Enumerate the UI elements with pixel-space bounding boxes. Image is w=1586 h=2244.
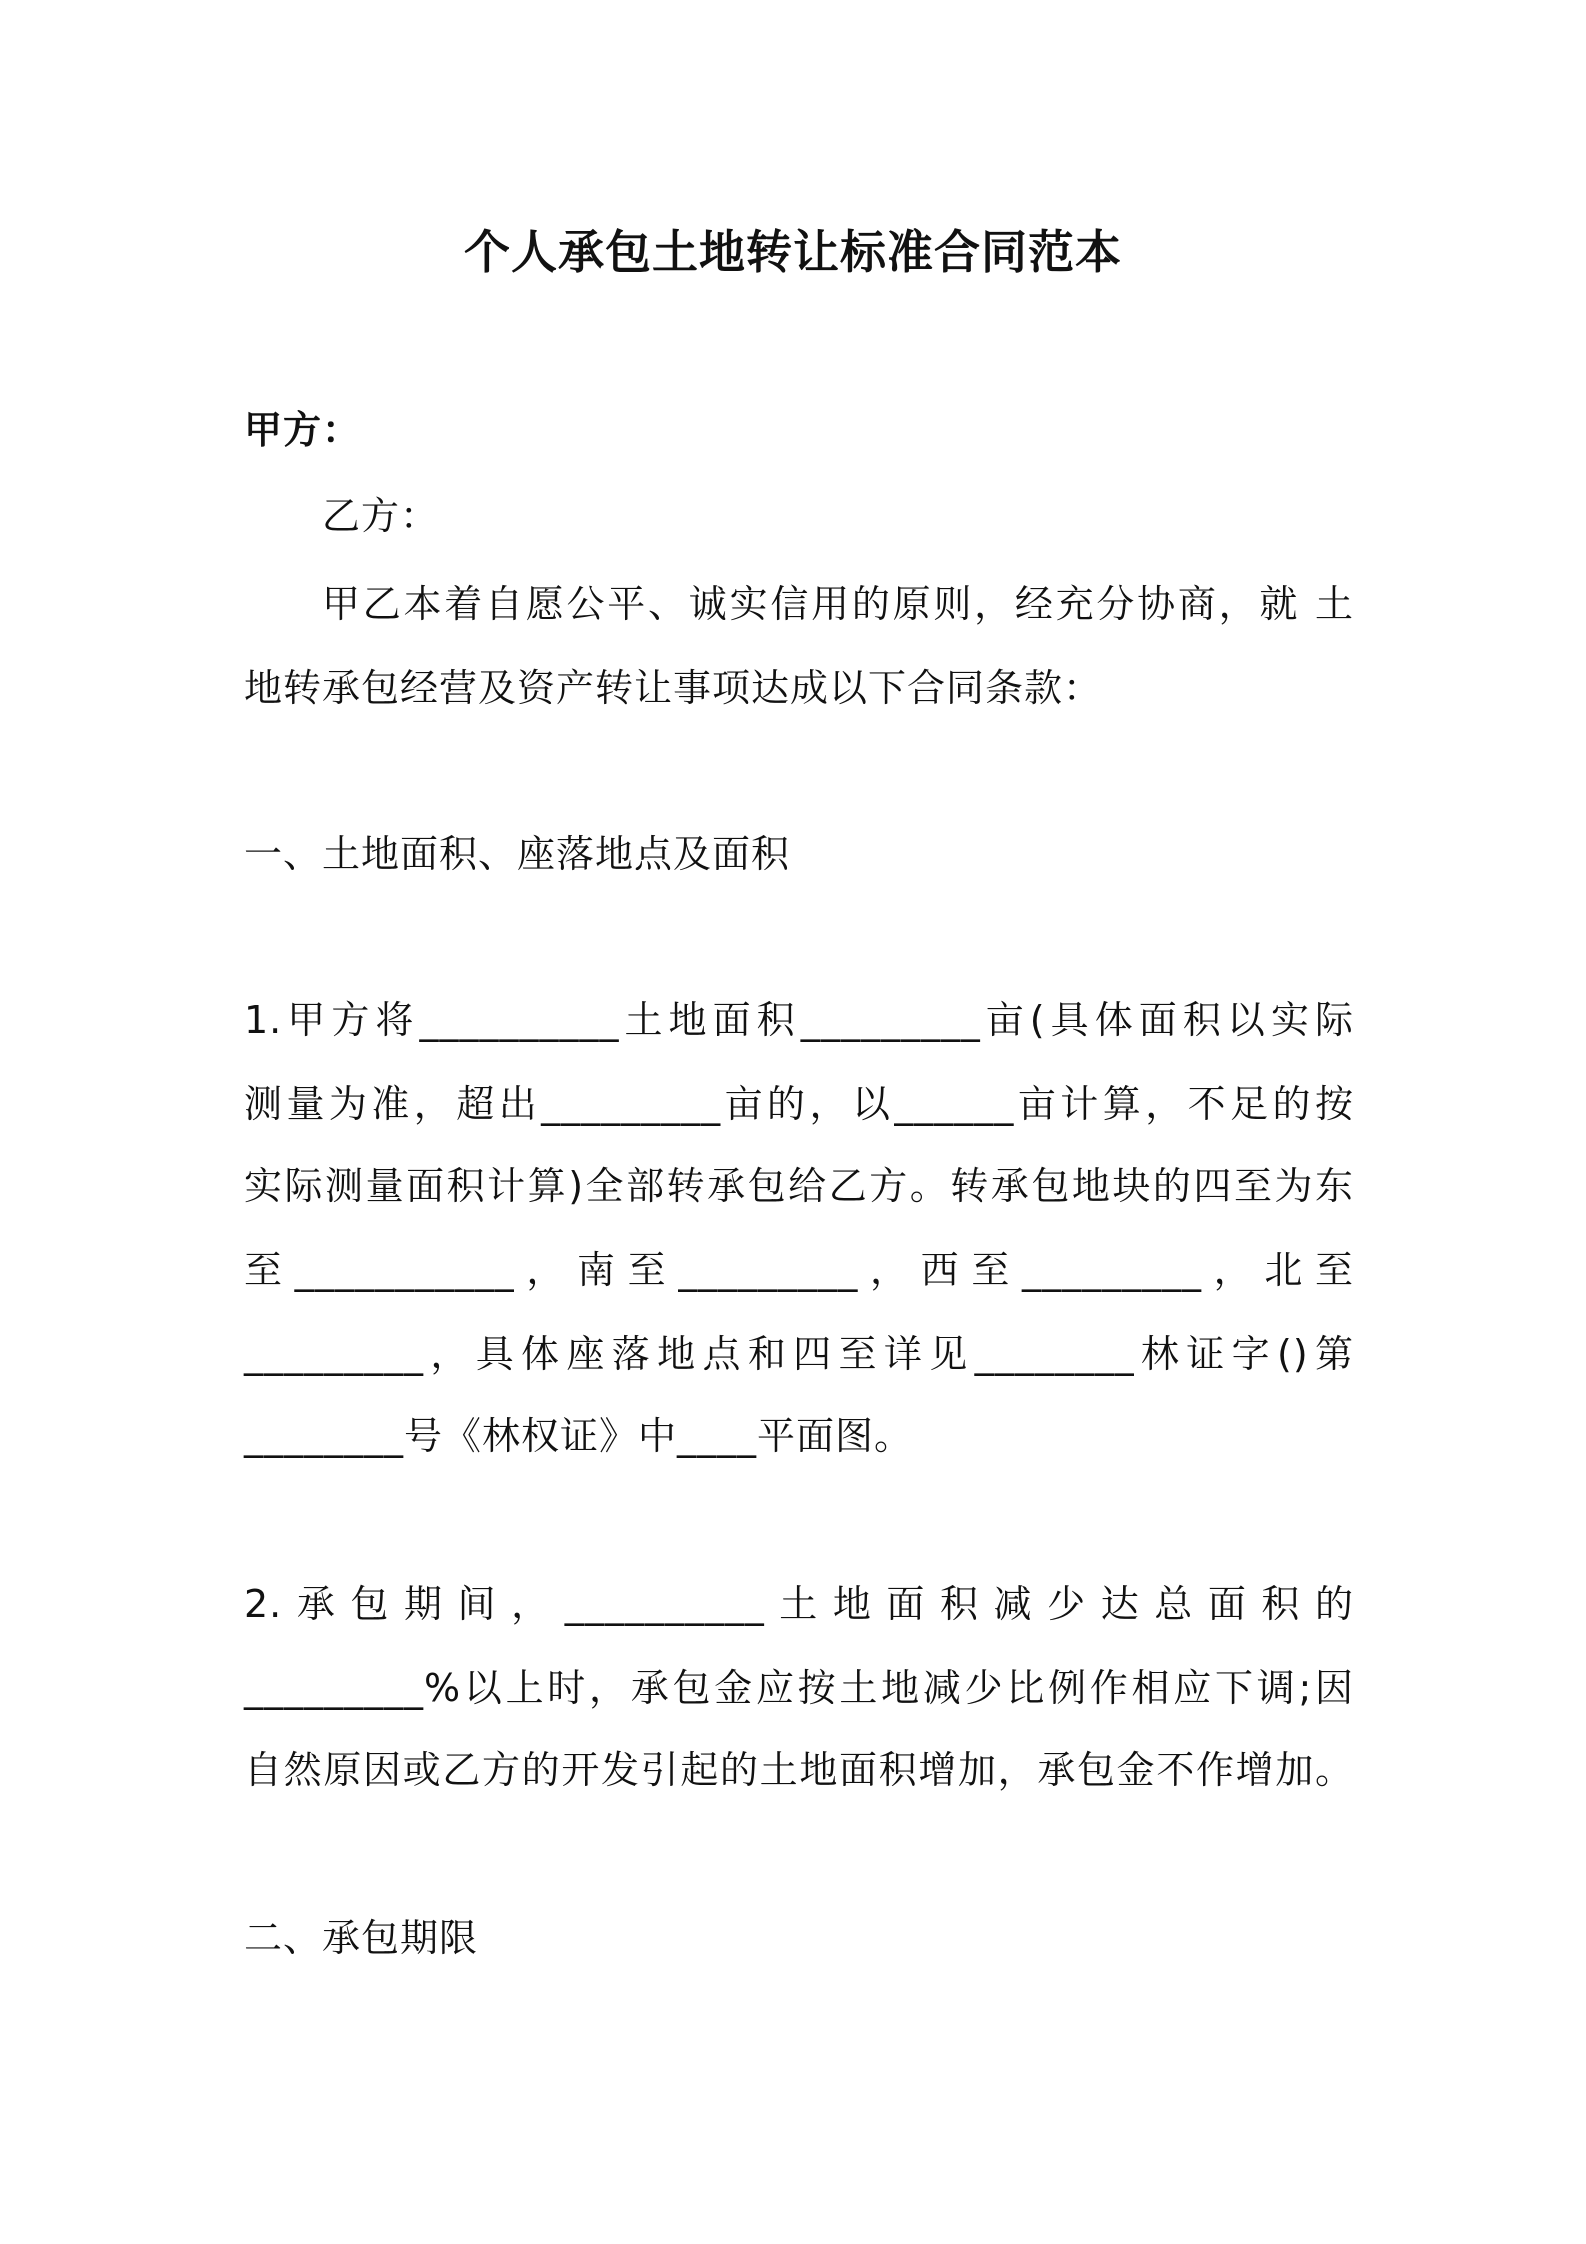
document-title: 个人承包土地转让标准合同范本 bbox=[464, 225, 1122, 279]
clause-1-line-1: 1.甲方将__________土地面积_________亩(具体面积以实际 bbox=[244, 998, 1354, 1042]
preamble-line-1: 甲乙本着自愿公平、诚实信用的原则，经充分协商，就 土 bbox=[322, 582, 1354, 626]
clause-2-line-1: 2.承包期间，__________土地面积减少达总面积的 bbox=[244, 1582, 1354, 1626]
clause-1-line-2: 测量为准，超出_________亩的，以______亩计算，不足的按 bbox=[244, 1082, 1354, 1126]
clause-1-line-4: 至___________，南至_________，西至_________，北至 bbox=[244, 1248, 1354, 1292]
clause-1-line-6: ________号《林权证》中____平面图。 bbox=[244, 1414, 914, 1458]
clause-1-line-3: 实际测量面积计算)全部转承包给乙方。转承包地块的四至为东 bbox=[244, 1164, 1354, 1208]
party-b-label: 乙方： bbox=[322, 494, 440, 538]
clause-1-line-5: _________，具体座落地点和四至详见________林证字()第 bbox=[244, 1332, 1354, 1376]
preamble-line-2: 地转承包经营及资产转让事项达成以下合同条款： bbox=[244, 666, 1103, 710]
section-2-heading: 二、承包期限 bbox=[244, 1916, 479, 1960]
clause-2-line-2: _________%以上时，承包金应按土地减少比例作相应下调;因 bbox=[244, 1666, 1354, 1710]
clause-2-line-3: 自然原因或乙方的开发引起的土地面积增加，承包金不作增加。 bbox=[244, 1748, 1354, 1792]
section-1-heading: 一、土地面积、座落地点及面积 bbox=[244, 832, 791, 876]
party-a-label: 甲方： bbox=[244, 408, 362, 452]
